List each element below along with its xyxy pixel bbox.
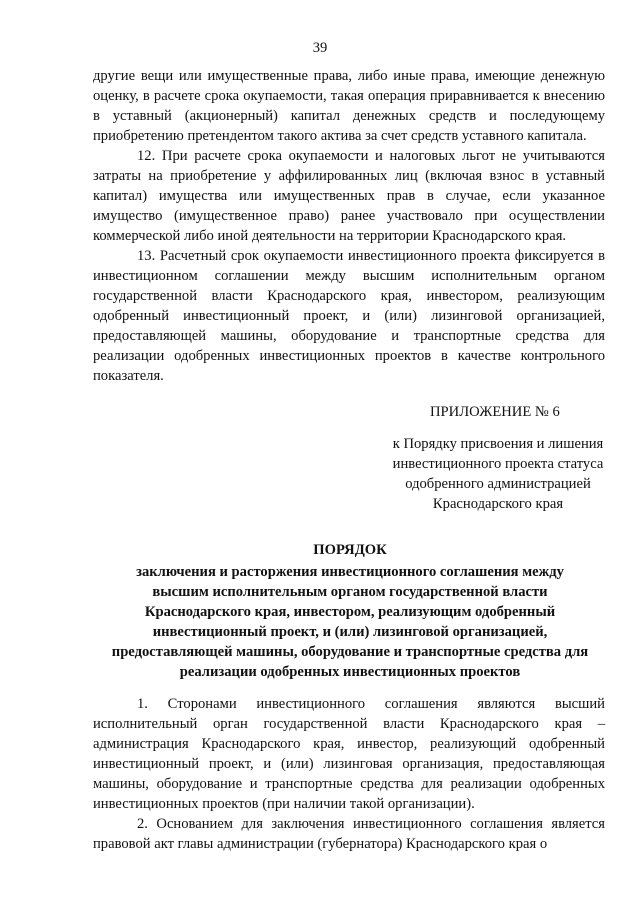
bottom-text-block xyxy=(93,694,605,854)
appendix-ref-line: одобренного администрацией xyxy=(405,476,591,492)
paragraph-12: 12. При расчете срока окупаемости и налоговых льгот не учитываются затраты на приобретение у аффилированных лиц (включая взнос в уставный капитал) имущества или имущественных прав в случае, если указанное имущество (имущественное право) ранее участвовало при осуществлении коммерческой либо иной деятельности на территории Краснодарского края. xyxy=(93,148,605,244)
subtitle-line: предоставляющей машины, оборудование и транспортные средства для xyxy=(111,644,589,660)
subtitle-line: Краснодарского края, инвестором, реализующим одобренный xyxy=(144,604,556,620)
paragraph-1: 1. Сторонами инвестиционного соглашения являются высший исполнительный орган государственной власти Краснодарского края – администрация Краснодарского края, инвестор, реализующий одобренный инвестиционный проект, и (или) лизинговая организация, предоставляющая машины, оборудование и транспортные средства для реализации одобренных инвестиционных проектов (при наличии такой организации). xyxy=(93,696,605,812)
appendix-ref-line: к Порядку присвоения и лишения xyxy=(392,436,604,452)
appendix-ref-line: Краснодарского края xyxy=(432,496,564,512)
subtitle-line: заключения и расторжения инвестиционного соглашения между xyxy=(136,564,564,580)
subtitle-line: инвестиционный проект, и (или) лизинговой организацией, xyxy=(152,624,548,640)
document-subtitle xyxy=(80,562,620,682)
paragraph-continuation: другие вещи или имущественные права, либо иные права, имеющие денежную оценку, в расчете срока окупаемости, такая операция приравнивается к внесению в уставный (акционерный) капитал денежных средств и последующему приобретению претендентом такого актива за счет средств уставного капитала. xyxy=(93,68,605,144)
appendix-reference xyxy=(382,434,614,514)
appendix-ref-line: инвестиционного проекта статуса xyxy=(392,456,604,472)
page-number: 39 xyxy=(312,40,328,56)
top-text-block xyxy=(93,66,605,386)
paragraph-13: 13. Расчетный срок окупаемости инвестиционного проекта фиксируется в инвестиционном соглашении между высшим исполнительным органом государственной власти Краснодарского края, инвестором, реализующим одобренный инвестиционный проект, и (или) лизинговой организацией, предоставляющей машины, оборудование и транспортные средства для реализации одобренных инвестиционных проектов в качестве контрольного показателя. xyxy=(93,248,605,384)
document-title: ПОРЯДОК xyxy=(313,542,387,558)
appendix-title: ПРИЛОЖЕНИЕ № 6 xyxy=(430,404,560,420)
subtitle-line: высшим исполнительным органом государственной власти xyxy=(152,584,548,600)
paragraph-2: 2. Основанием для заключения инвестиционного соглашения является правовой акт главы администрации (губернатора) Краснодарского края о xyxy=(93,816,605,852)
subtitle-line: реализации одобренных инвестиционных проектов xyxy=(179,664,521,680)
